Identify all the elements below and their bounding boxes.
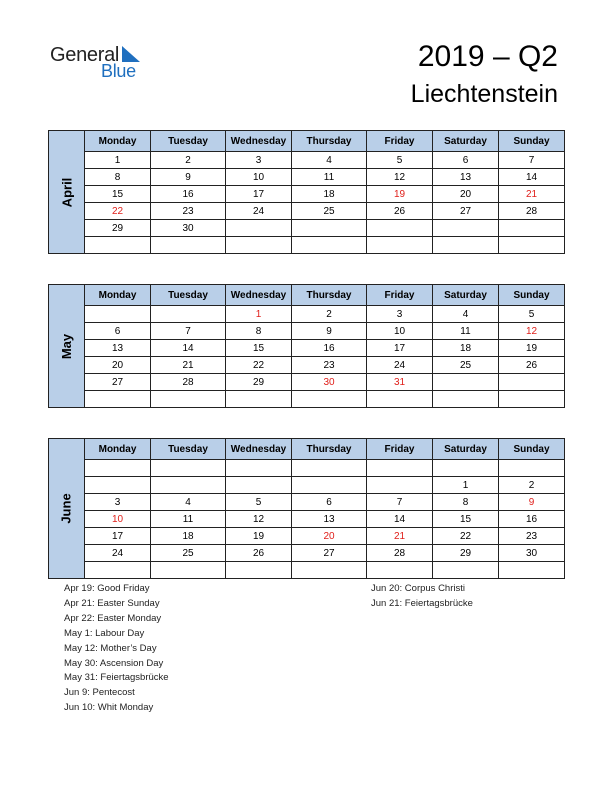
day-cell	[367, 220, 433, 237]
day-cell	[151, 460, 226, 477]
day-cell: 3	[367, 306, 433, 323]
day-cell: 24	[226, 203, 292, 220]
day-cell: 27	[85, 374, 151, 391]
week-row	[49, 460, 565, 477]
month-table-april	[48, 130, 565, 254]
weekday-header: Sunday	[499, 439, 565, 460]
day-cell: 27	[292, 545, 367, 562]
month-label: June	[59, 493, 74, 524]
week-row	[49, 340, 565, 357]
day-cell	[433, 237, 499, 254]
day-cell: 9	[151, 169, 226, 186]
month-table-may	[48, 284, 565, 408]
day-cell: 2	[499, 477, 565, 494]
day-cell: 30	[499, 545, 565, 562]
weekday-header: Monday	[85, 131, 151, 152]
weekday-header: Tuesday	[151, 131, 226, 152]
day-cell	[292, 477, 367, 494]
weekday-header: Friday	[367, 439, 433, 460]
day-cell	[226, 460, 292, 477]
day-cell: 27	[433, 203, 499, 220]
week-row	[49, 186, 565, 203]
month-label: April	[59, 177, 74, 207]
day-cell: 21	[367, 528, 433, 545]
day-cell: 21	[499, 186, 565, 203]
holiday-note: May 12: Mother’s Day	[64, 642, 157, 654]
day-cell	[367, 477, 433, 494]
month-table-june	[48, 438, 565, 579]
day-cell: 13	[292, 511, 367, 528]
day-cell	[226, 562, 292, 579]
week-row	[49, 477, 565, 494]
day-cell: 2	[292, 306, 367, 323]
month-label-cell	[49, 439, 85, 579]
day-cell: 15	[226, 340, 292, 357]
day-cell: 22	[433, 528, 499, 545]
day-cell	[151, 391, 226, 408]
country-name: Liechtenstein	[410, 80, 558, 108]
month-label-cell	[49, 285, 85, 408]
week-row	[49, 323, 565, 340]
day-cell	[433, 391, 499, 408]
week-row	[49, 374, 565, 391]
day-cell: 15	[433, 511, 499, 528]
day-cell: 18	[292, 186, 367, 203]
week-row	[49, 528, 565, 545]
day-cell	[499, 220, 565, 237]
week-row	[49, 237, 565, 254]
day-cell: 7	[151, 323, 226, 340]
day-cell	[85, 460, 151, 477]
day-cell: 11	[433, 323, 499, 340]
day-cell	[433, 562, 499, 579]
day-cell: 31	[367, 374, 433, 391]
day-cell: 25	[433, 357, 499, 374]
week-row	[49, 152, 565, 169]
day-cell: 14	[151, 340, 226, 357]
day-cell: 5	[367, 152, 433, 169]
day-cell: 1	[226, 306, 292, 323]
day-cell	[367, 460, 433, 477]
holiday-note: Apr 19: Good Friday	[64, 583, 150, 594]
day-cell	[85, 306, 151, 323]
weekday-header: Thursday	[292, 131, 367, 152]
day-cell: 9	[292, 323, 367, 340]
day-cell: 16	[292, 340, 367, 357]
day-cell: 10	[85, 511, 151, 528]
weekday-header: Sunday	[499, 285, 565, 306]
day-cell: 28	[367, 545, 433, 562]
day-cell: 30	[292, 374, 367, 391]
day-cell: 23	[151, 203, 226, 220]
day-cell: 29	[433, 545, 499, 562]
weekday-header: Saturday	[433, 439, 499, 460]
day-cell: 15	[85, 186, 151, 203]
weekday-header: Monday	[85, 285, 151, 306]
day-cell: 30	[151, 220, 226, 237]
day-cell	[292, 220, 367, 237]
day-cell	[292, 391, 367, 408]
day-cell: 22	[226, 357, 292, 374]
holiday-note: Jun 20: Corpus Christi	[371, 583, 465, 594]
week-row	[49, 545, 565, 562]
holiday-note: Apr 21: Easter Sunday	[64, 597, 160, 609]
weekday-header: Thursday	[292, 285, 367, 306]
weekday-header: Friday	[367, 131, 433, 152]
week-row	[49, 306, 565, 323]
day-cell: 4	[433, 306, 499, 323]
weekday-header: Wednesday	[226, 131, 292, 152]
day-cell: 26	[367, 203, 433, 220]
day-cell: 14	[367, 511, 433, 528]
day-cell: 3	[226, 152, 292, 169]
day-cell: 7	[499, 152, 565, 169]
week-row	[49, 391, 565, 408]
week-row	[49, 357, 565, 374]
month-label-cell	[49, 131, 85, 254]
day-cell: 12	[499, 323, 565, 340]
day-cell: 26	[226, 545, 292, 562]
day-cell: 17	[367, 340, 433, 357]
day-cell: 29	[226, 374, 292, 391]
day-cell: 21	[151, 357, 226, 374]
day-cell	[151, 562, 226, 579]
day-cell: 13	[433, 169, 499, 186]
day-cell: 24	[85, 545, 151, 562]
day-cell: 12	[226, 511, 292, 528]
week-row	[49, 511, 565, 528]
day-cell	[226, 220, 292, 237]
page-title: 2019 – Q2	[417, 40, 558, 73]
weekday-header: Friday	[367, 285, 433, 306]
holiday-note: Apr 22: Easter Monday	[64, 612, 162, 624]
day-cell: 24	[367, 357, 433, 374]
weekday-header: Thursday	[292, 439, 367, 460]
day-cell: 8	[85, 169, 151, 186]
day-cell: 13	[85, 340, 151, 357]
day-cell: 5	[499, 306, 565, 323]
day-cell	[292, 562, 367, 579]
logo-word-blue: Blue	[101, 61, 136, 81]
day-cell	[433, 460, 499, 477]
day-cell: 16	[499, 511, 565, 528]
holiday-note: Jun 10: Whit Monday	[64, 702, 154, 714]
day-cell: 25	[151, 545, 226, 562]
day-cell	[226, 237, 292, 254]
day-cell	[151, 237, 226, 254]
day-cell: 28	[151, 374, 226, 391]
day-cell: 12	[367, 169, 433, 186]
logo-word-general: General	[50, 44, 120, 66]
weekday-header: Saturday	[433, 285, 499, 306]
day-cell	[499, 562, 565, 579]
day-cell	[226, 477, 292, 494]
day-cell	[367, 237, 433, 254]
day-cell: 11	[292, 169, 367, 186]
day-cell: 4	[151, 494, 226, 511]
holiday-note: Jun 9: Pentecost	[64, 687, 135, 699]
day-cell: 1	[433, 477, 499, 494]
day-cell	[367, 562, 433, 579]
day-cell: 20	[433, 186, 499, 203]
day-cell: 16	[151, 186, 226, 203]
weekday-header: Sunday	[499, 131, 565, 152]
day-cell	[226, 391, 292, 408]
day-cell	[85, 391, 151, 408]
week-row	[49, 203, 565, 220]
day-cell: 5	[226, 494, 292, 511]
holiday-note: May 1: Labour Day	[64, 627, 145, 639]
day-cell: 14	[499, 169, 565, 186]
day-cell: 8	[433, 494, 499, 511]
day-cell: 8	[226, 323, 292, 340]
day-cell: 18	[151, 528, 226, 545]
generalblue-logo	[50, 44, 150, 84]
day-cell: 26	[499, 357, 565, 374]
month-label: May	[58, 333, 74, 359]
day-cell	[151, 477, 226, 494]
day-cell: 19	[499, 340, 565, 357]
day-cell: 17	[85, 528, 151, 545]
holiday-note: May 31: Feiertagsbrücke	[64, 672, 169, 684]
day-cell: 20	[292, 528, 367, 545]
week-row	[49, 169, 565, 186]
day-cell: 19	[367, 186, 433, 203]
day-cell: 2	[151, 152, 226, 169]
day-cell: 23	[499, 528, 565, 545]
day-cell: 6	[85, 323, 151, 340]
day-cell	[499, 374, 565, 391]
day-cell: 4	[292, 152, 367, 169]
week-row	[49, 562, 565, 579]
day-cell	[433, 374, 499, 391]
day-cell: 22	[85, 203, 151, 220]
day-cell	[85, 237, 151, 254]
day-cell: 29	[85, 220, 151, 237]
day-cell: 28	[499, 203, 565, 220]
holiday-note: May 30: Ascension Day	[64, 657, 164, 669]
weekday-header: Wednesday	[226, 285, 292, 306]
holiday-list-left	[64, 582, 169, 716]
day-cell	[292, 460, 367, 477]
day-cell: 10	[226, 169, 292, 186]
logo-triangle-icon	[122, 46, 140, 62]
day-cell: 9	[499, 494, 565, 511]
day-cell: 19	[226, 528, 292, 545]
day-cell: 11	[151, 511, 226, 528]
weekday-header: Saturday	[433, 131, 499, 152]
weekday-header-row	[49, 285, 565, 306]
day-cell	[367, 391, 433, 408]
day-cell: 6	[433, 152, 499, 169]
week-row	[49, 494, 565, 511]
day-cell	[85, 562, 151, 579]
day-cell	[85, 477, 151, 494]
day-cell	[499, 237, 565, 254]
day-cell	[151, 306, 226, 323]
day-cell: 18	[433, 340, 499, 357]
weekday-header: Wednesday	[226, 439, 292, 460]
day-cell: 6	[292, 494, 367, 511]
holiday-note: Jun 21: Feiertagsbrücke	[371, 597, 473, 609]
weekday-header: Tuesday	[151, 439, 226, 460]
day-cell: 3	[85, 494, 151, 511]
day-cell	[499, 460, 565, 477]
day-cell: 17	[226, 186, 292, 203]
day-cell: 25	[292, 203, 367, 220]
day-cell: 7	[367, 494, 433, 511]
weekday-header-row	[49, 439, 565, 460]
weekday-header: Tuesday	[151, 285, 226, 306]
day-cell: 20	[85, 357, 151, 374]
week-row	[49, 220, 565, 237]
holiday-list-right	[371, 582, 473, 612]
weekday-header-row	[49, 131, 565, 152]
day-cell: 23	[292, 357, 367, 374]
day-cell	[292, 237, 367, 254]
day-cell: 1	[85, 152, 151, 169]
day-cell	[433, 220, 499, 237]
weekday-header: Monday	[85, 439, 151, 460]
day-cell: 10	[367, 323, 433, 340]
day-cell	[499, 391, 565, 408]
